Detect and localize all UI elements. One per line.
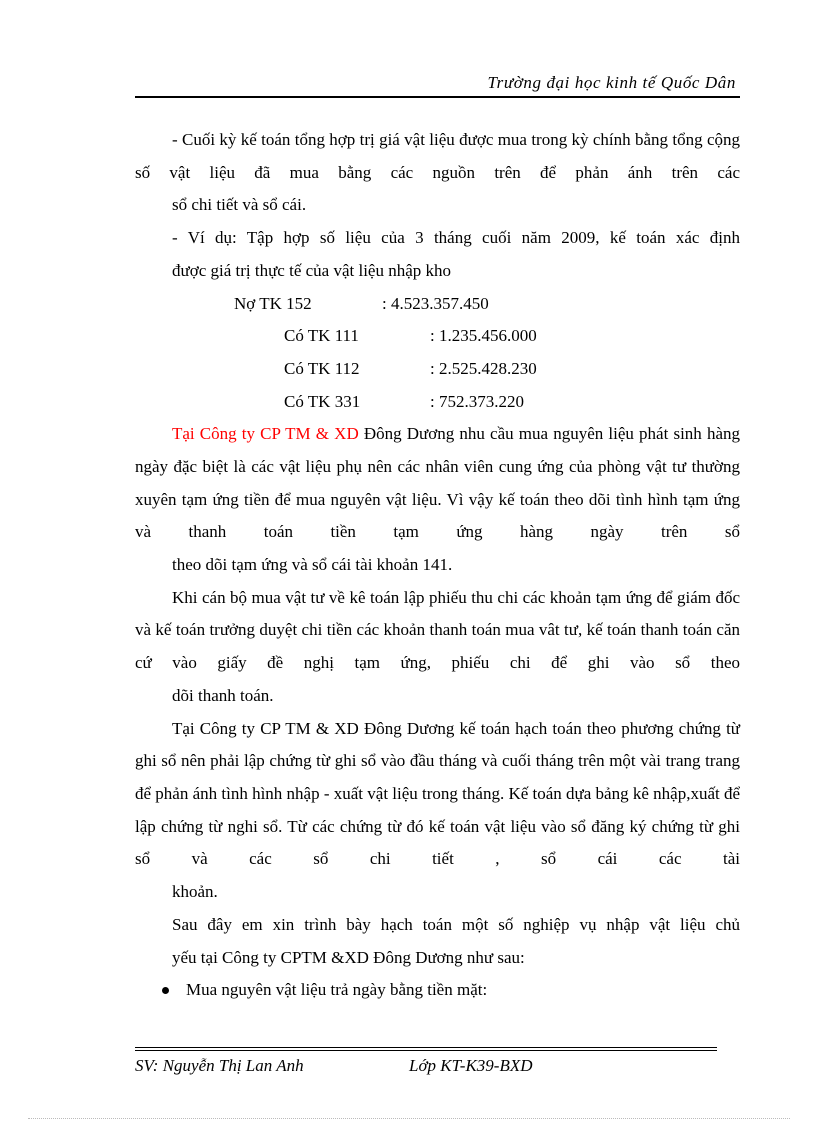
paragraph-1-line-2: bằng tổng cộng số vật liệu đã mua bằng các nguồn trên để phản ánh trên các <box>135 130 740 182</box>
paragraph-3-line-3: phòng vật tư thường xuyên tạm ứng tiền để mua nguyên vật liệu. Vì vậy kế <box>135 456 741 509</box>
journal-entry-credit <box>135 353 740 386</box>
paragraph-5 <box>135 713 740 909</box>
paragraph-2-line-1: - Ví dụ: Tập hợp số liệu của 3 tháng cuối năm 2009, kế toán xác định <box>172 228 740 248</box>
paragraph-1 <box>135 124 740 222</box>
document-body <box>135 124 740 1007</box>
entry-amount: : 2.525.428.230 <box>430 358 537 378</box>
paragraph-2 <box>135 222 740 287</box>
paragraph-4-line-1: Khi cán bộ mua vật tư về kê toán lập phiếu thu chi các khoản tạm ứng để <box>172 587 673 607</box>
bullet-dot-icon <box>162 987 169 994</box>
paragraph-4-last-line: dõi thanh toán. <box>172 685 274 705</box>
paragraph-4 <box>135 582 740 713</box>
footer-class: Lớp KT-K39-BXD <box>409 1056 533 1075</box>
paragraph-3-line-2: sinh hàng ngày đặc biệt là các vật liệu phụ nên các nhân viên cung ứng của <box>135 424 740 476</box>
paragraph-3-line-1: Đông Dương nhu cầu mua nguyên liệu phát <box>358 424 669 444</box>
header-rule <box>135 96 740 98</box>
paragraph-1-line-1: - Cuối kỳ kế toán tổng hợp trị giá vật liệu được mua trong kỳ chính <box>172 130 631 149</box>
entry-amount: : 752.373.220 <box>430 391 524 411</box>
paragraph-5-line-4: toán dựa bảng kê nhập,xuất để lập chứng từ nghi sổ. Từ các chứng từ đó kế <box>135 784 741 836</box>
company-name-highlight: Tại Công ty CP TM & XD <box>172 424 359 444</box>
paragraph-2-last-line: được giá trị thực tế của vật liệu nhập kho <box>172 260 452 280</box>
journal-entry-credit <box>135 386 740 419</box>
page-header: Trường đại học kinh tế Quốc Dân <box>487 73 736 92</box>
entry-account: Có TK 331 <box>284 391 361 411</box>
paragraph-6 <box>135 909 740 974</box>
bullet-item <box>135 974 740 1007</box>
paragraph-6-last-line: yếu tại Công ty CPTM &XD Đông Dương như sau: <box>172 947 525 967</box>
page-boundary-dotted-line <box>28 1118 790 1119</box>
paragraph-5-line-1: Tại Công ty CP TM & XD Đông Dương kế toán hạch toán theo phương <box>172 718 674 738</box>
paragraph-3 <box>135 418 740 582</box>
bullet-text: Mua nguyên vật liệu trả ngày bằng tiền mặt: <box>186 980 488 1000</box>
paragraph-5-line-2: chứng từ ghi sổ nên phải lập chứng từ ghi sổ vào đầu tháng và cuối tháng trên <box>135 718 741 771</box>
footer-rule <box>135 1047 717 1048</box>
journal-entry-credit <box>135 320 740 353</box>
paragraph-4-line-3: toán thanh toán căn cứ vào giấy đề nghị tạm ứng, phiếu chi để ghi vào sổ theo <box>135 620 741 673</box>
footer-rule <box>135 1050 717 1051</box>
paragraph-4-line-2: giám đốc và kế toán trưởng duyệt chi tiền các khoản thanh toán mua vât tư, kế <box>135 587 740 640</box>
entry-account: Có TK 112 <box>284 358 360 378</box>
entry-account: Nợ TK 152 <box>234 293 312 313</box>
paragraph-6-line-1: Sau đây em xin trình bày hạch toán một số nghiệp vụ nhập vật liệu chủ <box>172 914 740 934</box>
paragraph-5-last-line: khoản. <box>172 882 218 902</box>
paragraph-5-line-3: một vài trang trang để phản ánh tình hình nhập - xuất vật liệu trong tháng. Kế <box>135 751 741 803</box>
paragraph-1-last-line: sổ chi tiết và sổ cái. <box>172 195 307 215</box>
entry-amount: : 4.523.357.450 <box>382 293 489 313</box>
entry-account: Có TK 111 <box>284 326 359 346</box>
footer-student: SV: Nguyễn Thị Lan Anh <box>135 1056 304 1075</box>
paragraph-5-line-5: toán vật liệu vào sổ đăng ký chứng từ ghi sổ và các sổ chi tiết , sổ cái các tài <box>135 816 741 869</box>
paragraph-3-line-4: toán theo dõi tình hình tạm ứng và thanh toán tiền tạm ứng hàng ngày trên sổ <box>135 489 740 542</box>
paragraph-3-last-line: theo dõi tạm ứng và sổ cái tài khoản 141. <box>172 555 453 575</box>
journal-entry-debit <box>135 288 740 321</box>
entry-amount: : 1.235.456.000 <box>430 326 537 346</box>
